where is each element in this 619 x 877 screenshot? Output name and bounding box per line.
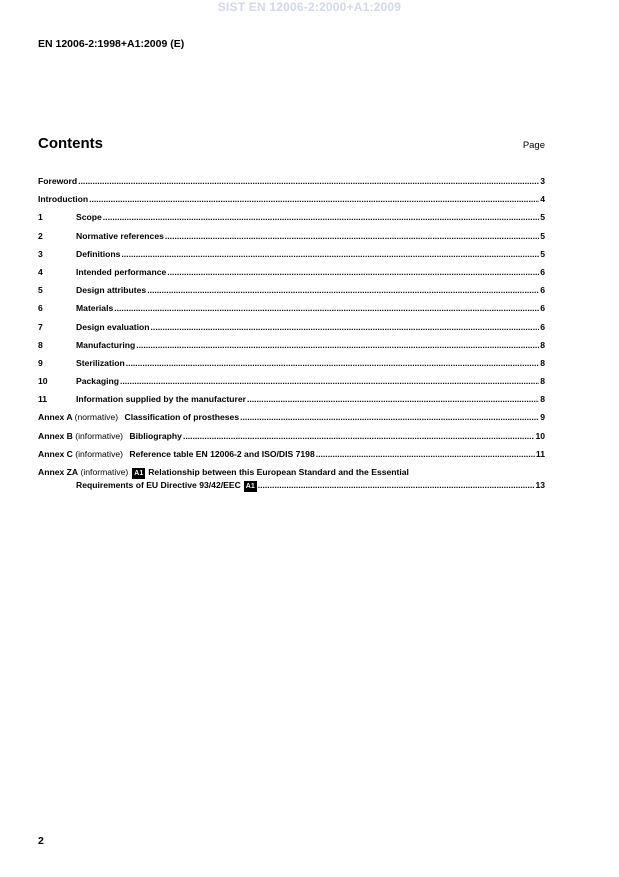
standard-reference: EN 12006-2:1998+A1:2009 (E) [38, 38, 185, 50]
toc-entry-title: Design evaluation [76, 321, 150, 332]
toc-entry-introduction[interactable] [38, 194, 545, 212]
toc-entry-page: 3 [540, 176, 545, 186]
dot-leader [316, 449, 535, 459]
toc-entry-title: Information supplied by the manufacturer [76, 394, 246, 405]
toc-entry-clause-6[interactable] [38, 303, 545, 321]
dot-leader [151, 322, 540, 332]
annex-kind: (informative) [75, 430, 124, 441]
toc-entry-clause-7[interactable] [38, 322, 545, 340]
amendment-end-marker-icon: A1 [245, 483, 255, 490]
annex-kind: (normative) [74, 412, 119, 423]
toc-entry-page: 6 [540, 303, 545, 314]
toc-entry-clause-10[interactable] [38, 376, 545, 394]
toc-entry-title: Intended performance [76, 266, 167, 277]
toc-entry-clause-2[interactable] [38, 231, 545, 249]
toc-entry-page: 6 [540, 266, 545, 277]
toc-entry-clause-3[interactable] [38, 249, 545, 267]
clause-number: 3 [38, 248, 43, 259]
dot-leader [103, 212, 539, 222]
dot-leader [89, 194, 539, 204]
toc-entry-title: Scope [76, 212, 102, 223]
amendment-start-marker-icon: A1 [134, 470, 144, 477]
toc-entry-page: 6 [540, 321, 545, 332]
dot-leader [78, 176, 539, 186]
clause-number: 11 [38, 394, 48, 405]
annex-kind: (informative) [75, 448, 124, 459]
clause-number: 10 [38, 376, 48, 387]
toc-entry-title: Manufacturing [76, 339, 136, 350]
toc-entry-title: Definitions [76, 248, 121, 259]
toc-entry-page: 5 [540, 248, 545, 259]
toc-entry-title: Reference table EN 12006-2 and ISO/DIS 7198 [129, 448, 315, 459]
dot-leader [167, 267, 539, 277]
toc-entry-title: Bibliography [129, 430, 182, 441]
clause-number: 6 [38, 303, 43, 314]
toc-entry-page: 5 [540, 230, 545, 241]
toc-entry-page: 5 [540, 212, 545, 223]
toc-entry-page: 8 [540, 376, 545, 387]
toc-entry-page: 11 [535, 448, 545, 459]
toc-entry-title: Materials [76, 303, 114, 314]
dot-leader [240, 412, 539, 422]
watermark: SIST EN 12006-2:2000+A1:2009 [217, 0, 402, 14]
toc-entry-page: 4 [540, 194, 545, 205]
annex-label: Annex B [38, 430, 73, 441]
dot-leader [114, 303, 539, 313]
toc-entry-annex-b[interactable] [38, 431, 545, 449]
toc-entry-page: 13 [535, 480, 545, 490]
toc-entry-clause-4[interactable] [38, 267, 545, 285]
toc-entry-page: 6 [540, 285, 545, 296]
annex-label: Annex A [38, 412, 73, 423]
toc-entry-page: 8 [540, 339, 545, 350]
clause-number: 4 [38, 266, 43, 277]
toc-entry-page: 8 [540, 357, 545, 368]
toc-entry-page: 9 [540, 412, 545, 423]
dot-leader [121, 249, 539, 259]
dot-leader [247, 394, 539, 404]
annex-label: Annex ZA [38, 467, 79, 477]
clause-number: 1 [38, 212, 43, 223]
dot-leader [136, 340, 539, 350]
toc-entry-title: Foreword [38, 176, 78, 186]
toc-entry-title: Normative references [76, 230, 164, 241]
toc-entry-annex-za[interactable] [38, 467, 545, 492]
toc-entry-clause-8[interactable] [38, 340, 545, 358]
annex-label: Annex C [38, 448, 73, 459]
page-number: 2 [38, 835, 44, 847]
toc-entry-annex-a[interactable] [38, 412, 545, 430]
toc-entry-clause-5[interactable] [38, 285, 545, 303]
toc-entry-page: 8 [540, 394, 545, 405]
dot-leader [183, 431, 535, 441]
toc-entry-clause-9[interactable] [38, 358, 545, 376]
toc-entry-title: Design attributes [76, 285, 147, 296]
toc-entry-clause-1[interactable] [38, 212, 545, 230]
dot-leader [126, 358, 540, 368]
toc-entry-title: Classification of prostheses [124, 412, 240, 423]
toc-entry-annex-c[interactable] [38, 449, 545, 467]
annex-kind: (informative) [80, 467, 129, 477]
toc-entry-clause-11[interactable] [38, 394, 545, 412]
dot-leader [120, 376, 539, 386]
toc-entry-page: 10 [535, 430, 545, 441]
clause-number: 8 [38, 339, 43, 350]
toc-entry-title: Introduction [38, 194, 89, 205]
dot-leader [258, 480, 535, 490]
toc-entry-foreword[interactable] [38, 176, 545, 194]
contents-heading: Contents [38, 135, 103, 152]
toc-entry-title: Sterilization [76, 357, 125, 368]
toc-entry-title-line1: Relationship between this European Standard and the Essential [148, 467, 409, 477]
dot-leader [165, 231, 539, 241]
dot-leader [147, 285, 539, 295]
clause-number: 7 [38, 321, 43, 332]
clause-number: 2 [38, 230, 43, 241]
clause-number: 9 [38, 357, 43, 368]
toc-entry-title: Packaging [76, 376, 119, 387]
toc-entry-title-line2: Requirements of EU Directive 93/42/EEC [76, 480, 241, 490]
clause-number: 5 [38, 285, 43, 296]
page-column-label: Page [522, 140, 545, 151]
table-of-contents [38, 176, 545, 492]
